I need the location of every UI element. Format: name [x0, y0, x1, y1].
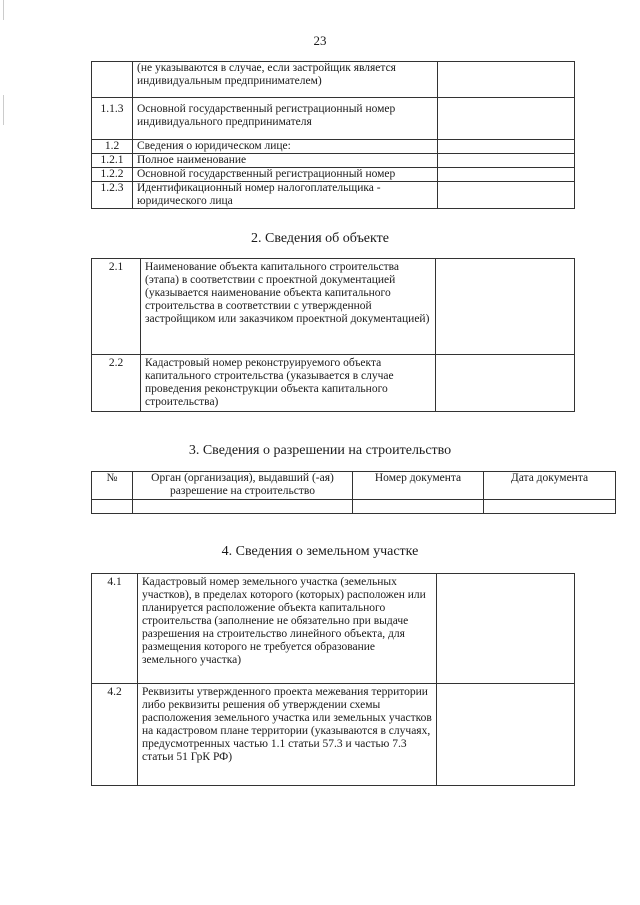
section-title-permit: 3. Сведения о разрешении на строительство: [188, 443, 452, 458]
cell-authority[interactable]: [133, 500, 353, 514]
row-value[interactable]: [438, 182, 575, 209]
section-title-object: 2. Сведения об объекте: [251, 231, 389, 246]
row-value[interactable]: [438, 98, 575, 140]
row-value[interactable]: [438, 140, 575, 154]
column-header-authority: Орган (организация), выдавший (-ая) разрешение на строительство: [133, 472, 353, 500]
object-table: [91, 258, 575, 412]
row-label: Наименование объекта капитального строительства (этапа) в соответствии с проектной документацией (указывается наименование объекта капитального строительства в соответствии с утвержденной застройщиком или заказчиком проектной документацией): [141, 259, 436, 355]
table-row: [92, 98, 575, 140]
column-header-number: №: [92, 472, 133, 500]
row-label: Основной государственный регистрационный номер: [133, 168, 438, 182]
table-row: [92, 154, 575, 168]
row-number: 2.1: [92, 259, 141, 355]
row-label: Полное наименование: [133, 154, 438, 168]
table-header-row: [92, 472, 616, 500]
row-value[interactable]: [437, 684, 575, 786]
row-number: [92, 62, 133, 98]
cell-doc-number[interactable]: [353, 500, 484, 514]
row-value[interactable]: [438, 168, 575, 182]
permit-table: [91, 471, 616, 514]
table-row: [92, 355, 575, 412]
table-row: [92, 574, 575, 684]
column-header-doc-date: Дата документа: [484, 472, 616, 500]
table-row: [92, 140, 575, 154]
row-number: 4.2: [92, 684, 138, 786]
section-title-land-plot: 4. Сведения о земельном участке: [221, 544, 419, 559]
page-number: 23: [313, 33, 327, 48]
scan-margin-mark: [3, 0, 4, 20]
row-value[interactable]: [437, 574, 575, 684]
row-value[interactable]: [438, 62, 575, 98]
table-row: [92, 259, 575, 355]
table-row: [92, 684, 575, 786]
row-number: 1.2.2: [92, 168, 133, 182]
row-number: 1.2: [92, 140, 133, 154]
row-value[interactable]: [438, 154, 575, 168]
table-row: [92, 500, 616, 514]
applicant-table: [91, 61, 575, 209]
table-row: [92, 168, 575, 182]
row-number: 2.2: [92, 355, 141, 412]
land-plot-table: [91, 573, 575, 786]
table-row: [92, 62, 575, 98]
row-label: Кадастровый номер земельного участка (земельных участков), в пределах которого (которых) расположен или планируется расположение объекта капитального строительства (заполнение не обязательно при выдаче разрешения на строительство линейного объекта, для размещения которого не требуется образование земельного участка): [138, 574, 437, 684]
table-row: [92, 182, 575, 209]
row-value[interactable]: [436, 355, 575, 412]
cell-number[interactable]: [92, 500, 133, 514]
row-label: Сведения о юридическом лице:: [133, 140, 438, 154]
row-label: (не указываются в случае, если застройщик является индивидуальным предпринимателем): [133, 62, 438, 98]
row-label: Основной государственный регистрационный номер индивидуального предпринимателя: [133, 98, 438, 140]
scan-margin-mark: [3, 95, 4, 125]
row-value[interactable]: [436, 259, 575, 355]
row-number: 1.2.1: [92, 154, 133, 168]
row-label: Кадастровый номер реконструируемого объекта капитального строительства (указывается в случае проведения реконструкции объекта капитального строительства): [141, 355, 436, 412]
row-number: 1.2.3: [92, 182, 133, 209]
cell-doc-date[interactable]: [484, 500, 616, 514]
row-number: 1.1.3: [92, 98, 133, 140]
row-number: 4.1: [92, 574, 138, 684]
row-label: Идентификационный номер налогоплательщика - юридического лица: [133, 182, 438, 209]
column-header-doc-number: Номер документа: [353, 472, 484, 500]
row-label: Реквизиты утвержденного проекта межевания территории либо реквизиты решения об утверждении схемы расположения земельного участка или земельных участков на кадастровом плане территории (указываются в случаях, предусмотренных частью 1.1 статьи 57.3 и частью 7.3 статьи 51 ГрК РФ): [138, 684, 437, 786]
